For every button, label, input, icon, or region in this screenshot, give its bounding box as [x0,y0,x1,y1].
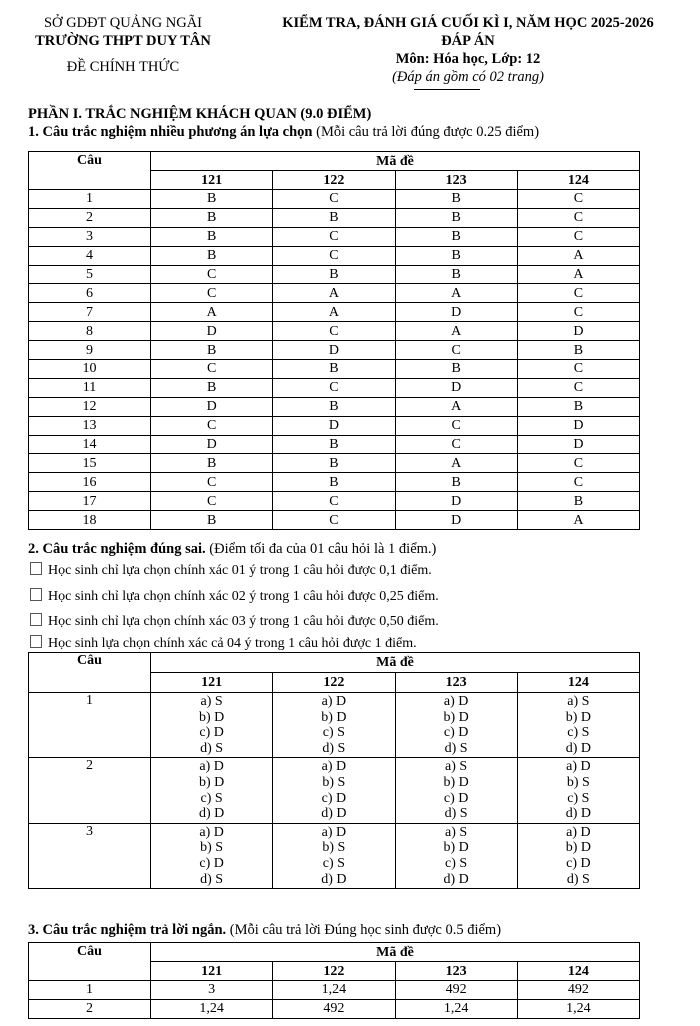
answer-option: a) S [200,694,223,709]
answer-cell [273,823,395,888]
answer-cell: C [151,416,273,435]
answer-cell [517,758,639,823]
answer-cell: C [151,492,273,511]
question-number: 5 [29,265,151,284]
answer-option: b) D [198,774,225,790]
answer-cell: B [395,208,517,227]
question-number: 8 [29,322,151,341]
answer-option: c) D [443,790,469,806]
section3-note: (Mỗi câu trả lời Đúng học sinh được 0.5 điểm) [226,922,502,938]
answer-cell: B [151,341,273,360]
question-number: 2 [29,758,151,823]
answer-option: a) D [566,824,591,840]
answer-cell [517,823,639,888]
answer-cell: D [395,492,517,511]
answer-cell: B [517,341,639,360]
col-code-header: Mã đề [151,152,640,171]
answer-cell: B [517,397,639,416]
col-code-header: Mã đề [151,943,640,962]
answer-option: d) S [322,740,346,756]
subject-line: Môn: Hóa học, Lớp: 12 [395,51,541,67]
section1-title: 1. Câu trắc nghiệm nhiều phương án lựa chọn [28,124,313,140]
answer-option: d) D [321,806,347,822]
answer-cell: D [151,322,273,341]
answer-cell: B [273,208,395,227]
exam-code-header: 124 [517,171,639,190]
question-number: 1 [29,190,151,209]
dept-name: SỞ GDĐT QUẢNG NGÃI [43,15,203,31]
question-number: 16 [29,473,151,492]
header-underline [414,89,480,90]
answer-cell: C [517,190,639,209]
table-row [29,435,640,454]
col-question-header: Câu [29,653,151,693]
section3-heading [28,922,501,939]
answer-option: c) S [567,790,590,806]
table-row [29,208,640,227]
question-number: 4 [29,246,151,265]
answer-option: a) D [199,824,224,840]
answer-cell: B [151,208,273,227]
answer-option: d) D [565,806,592,822]
question-number: 1 [29,693,151,758]
col-question-header: Câu [29,943,151,981]
answer-cell: C [517,284,639,303]
col-question-header: Câu [29,152,151,190]
rule-item: Học sinh lựa chọn chính xác cả 04 ý trong 1 câu hỏi được 1 điểm. [30,635,417,653]
answer-cell: C [517,378,639,397]
answer-option: a) D [321,759,347,775]
answer-cell: C [151,473,273,492]
exam-code-header: 121 [151,171,273,190]
answer-cell [395,758,517,823]
answer-cell: B [395,473,517,492]
table-row [29,246,640,265]
section2-note: (Điểm tối đa của 01 câu hỏi là 1 điểm.) [205,541,437,557]
answer-cell: A [273,284,395,303]
table-row [29,473,640,492]
question-number: 7 [29,303,151,322]
question-number: 15 [29,454,151,473]
answer-cell: C [517,208,639,227]
answer-option: a) S [445,824,468,840]
answer-cell: B [273,397,395,416]
answer-cell: A [273,303,395,322]
answer-cell [395,823,517,888]
table-row [29,322,640,341]
question-number: 14 [29,435,151,454]
table-row [29,416,640,435]
answer-cell: C [517,360,639,379]
exam-code-header: 124 [517,962,639,981]
section1-note: (Mỗi câu trả lời đúng được 0.25 điểm) [312,124,540,140]
answer-option: b) S [322,840,346,856]
checkbox-icon [30,588,42,601]
answer-cell: B [395,265,517,284]
question-number: 18 [29,511,151,530]
answer-option: c) D [321,790,347,806]
answer-cell: D [151,435,273,454]
checkbox-icon [30,613,42,626]
answer-cell: B [151,378,273,397]
table-row [29,511,640,530]
col-code-header: Mã đề [151,653,640,673]
answer-cell: D [395,378,517,397]
answer-option: a) D [566,759,591,775]
exam-code-header: 121 [151,673,273,693]
answer-cell: D [273,416,395,435]
question-number: 17 [29,492,151,511]
section2-heading [28,541,436,558]
answer-cell: C [517,303,639,322]
answer-cell: B [151,227,273,246]
table-row [29,227,640,246]
answer-cell: C [151,360,273,379]
exam-code-header: 123 [395,962,517,981]
question-number: 2 [29,999,151,1018]
answer-cell: C [395,341,517,360]
answer-option: b) D [565,840,592,856]
answer-option: d) S [444,806,468,822]
answer-cell [395,693,517,758]
exam-code-header: 124 [517,673,639,693]
answer-cell: D [395,511,517,530]
answer-option: b) D [321,709,347,725]
question-number: 13 [29,416,151,435]
answer-cell: C [151,284,273,303]
answer-cell: A [395,284,517,303]
exam-code-header: 121 [151,962,273,981]
table-row [29,981,640,1000]
answer-cell: A [395,397,517,416]
answer-cell: 492 [395,981,517,1000]
answer-option: d) S [444,740,468,756]
question-number: 1 [29,981,151,1000]
answer-cell [151,823,273,888]
answer-cell: C [273,322,395,341]
table-row [29,492,640,511]
answer-option: a) D [199,759,224,775]
answer-cell: C [517,227,639,246]
table-row [29,284,640,303]
exam-code-header: 122 [273,962,395,981]
answer-option: b) S [322,774,346,790]
answer-cell: B [273,454,395,473]
answer-option: b) D [198,709,225,725]
answer-cell [151,758,273,823]
answer-option: a) D [321,694,347,709]
table-row [29,265,640,284]
answer-cell: B [517,492,639,511]
answer-cell: B [395,360,517,379]
section2-title: 2. Câu trắc nghiệm đúng sai. [28,541,206,557]
answer-cell: C [273,378,395,397]
short-answer-table [28,942,640,1019]
answer-cell: B [151,454,273,473]
question-number: 3 [29,227,151,246]
table-row [29,693,640,758]
answer-cell: D [517,416,639,435]
checkbox-icon [30,635,42,648]
exam-code-header: 123 [395,673,517,693]
pages-note: (Đáp án gồm có 02 trang) [392,69,544,85]
answer-option: d) D [565,740,592,756]
answer-cell: B [273,473,395,492]
answer-cell: B [273,360,395,379]
answer-cell: C [517,454,639,473]
answer-cell: C [517,473,639,492]
answer-option: d) S [566,871,590,887]
answer-option: c) S [200,790,223,806]
exam-code-header: 123 [395,171,517,190]
answer-cell [151,693,273,758]
answer-cell: B [151,511,273,530]
answer-option: c) S [322,725,345,741]
section3-title: 3. Câu trắc nghiệm trả lời ngắn. [28,922,227,938]
table-row [29,378,640,397]
table-row [29,758,640,823]
answer-option: c) S [445,855,468,871]
answer-option: b) S [200,840,224,856]
answer-cell: 1,24 [273,981,395,1000]
question-number: 12 [29,397,151,416]
answer-option: b) D [443,774,469,790]
question-number: 3 [29,823,151,888]
table-row [29,823,640,888]
answer-cell: 1,24 [151,999,273,1018]
answer-cell: C [273,511,395,530]
answer-cell: B [273,435,395,454]
answer-cell: C [273,227,395,246]
answer-cell: D [273,341,395,360]
answer-option: d) S [200,740,224,756]
exam-code-header: 122 [273,673,395,693]
answer-option: b) D [565,709,592,725]
answer-option: d) D [443,871,469,887]
answer-cell [517,693,639,758]
answer-cell: D [395,303,517,322]
answer-option: b) S [566,774,590,790]
section1-heading [28,124,539,141]
answer-cell: 492 [273,999,395,1018]
answer-cell: C [273,246,395,265]
answer-cell: C [273,492,395,511]
rule-item: Học sinh chỉ lựa chọn chính xác 02 ý trong 1 câu hỏi được 0,25 điểm. [30,588,439,606]
answer-cell: A [395,454,517,473]
answer-cell: 1,24 [517,999,639,1018]
answer-option: c) S [567,725,590,741]
school-name: TRƯỜNG THPT DUY TÂN [35,33,211,49]
mc-answer-table [28,151,640,530]
table-row [29,360,640,379]
answer-cell: 3 [151,981,273,1000]
answer-cell: A [517,246,639,265]
answer-cell [273,758,395,823]
answer-option: a) D [443,694,469,709]
answer-cell: D [151,397,273,416]
answer-cell: A [395,322,517,341]
table-row [29,999,640,1018]
answer-option: c) D [566,855,591,871]
answer-option: c) D [199,855,224,871]
answer-cell: B [395,190,517,209]
answer-cell: C [395,416,517,435]
answer-cell: D [517,322,639,341]
official-label: ĐỀ CHÍNH THỨC [66,59,180,75]
answer-cell: B [151,246,273,265]
true-false-table [28,652,640,889]
answer-cell: C [151,265,273,284]
answer-option: c) D [443,725,469,741]
answer-option: b) D [443,709,469,725]
answer-cell: B [395,246,517,265]
question-number: 9 [29,341,151,360]
answer-option: a) D [321,824,347,840]
answer-key-title: ĐÁP ÁN [441,33,495,49]
rule-item: Học sinh chỉ lựa chọn chính xác 01 ý trong 1 câu hỏi được 0,1 điểm. [30,562,432,580]
answer-cell: 492 [517,981,639,1000]
answer-cell: 1,24 [395,999,517,1018]
part1-title: PHẦN I. TRẮC NGHIỆM KHÁCH QUAN (9.0 ĐIỂM) [28,106,372,122]
question-number: 10 [29,360,151,379]
table-row [29,341,640,360]
answer-cell: C [273,190,395,209]
table-row [29,397,640,416]
exam-title: KIỂM TRA, ĐÁNH GIÁ CUỐI KÌ I, NĂM HỌC 2025-2026 [282,15,654,31]
answer-option: a) S [567,694,590,709]
answer-cell [273,693,395,758]
answer-cell: C [395,435,517,454]
question-number: 2 [29,208,151,227]
table-row [29,190,640,209]
answer-cell: A [517,265,639,284]
answer-cell: A [517,511,639,530]
answer-cell: B [151,190,273,209]
answer-cell: D [517,435,639,454]
answer-option: b) D [443,840,469,856]
header-right [248,14,688,86]
header-left [28,14,218,76]
answer-option: d) D [198,806,225,822]
answer-cell: B [395,227,517,246]
answer-cell: A [151,303,273,322]
question-number: 11 [29,378,151,397]
exam-code-header: 122 [273,171,395,190]
table-row [29,303,640,322]
question-number: 6 [29,284,151,303]
table-row [29,454,640,473]
answer-option: d) S [200,871,224,887]
answer-option: a) S [445,759,468,775]
answer-option: c) D [199,725,224,741]
answer-option: c) S [322,855,345,871]
rule-item: Học sinh chỉ lựa chọn chính xác 03 ý trong 1 câu hỏi được 0,50 điểm. [30,613,439,631]
checkbox-icon [30,562,42,575]
answer-option: d) D [321,871,347,887]
answer-cell: B [273,265,395,284]
